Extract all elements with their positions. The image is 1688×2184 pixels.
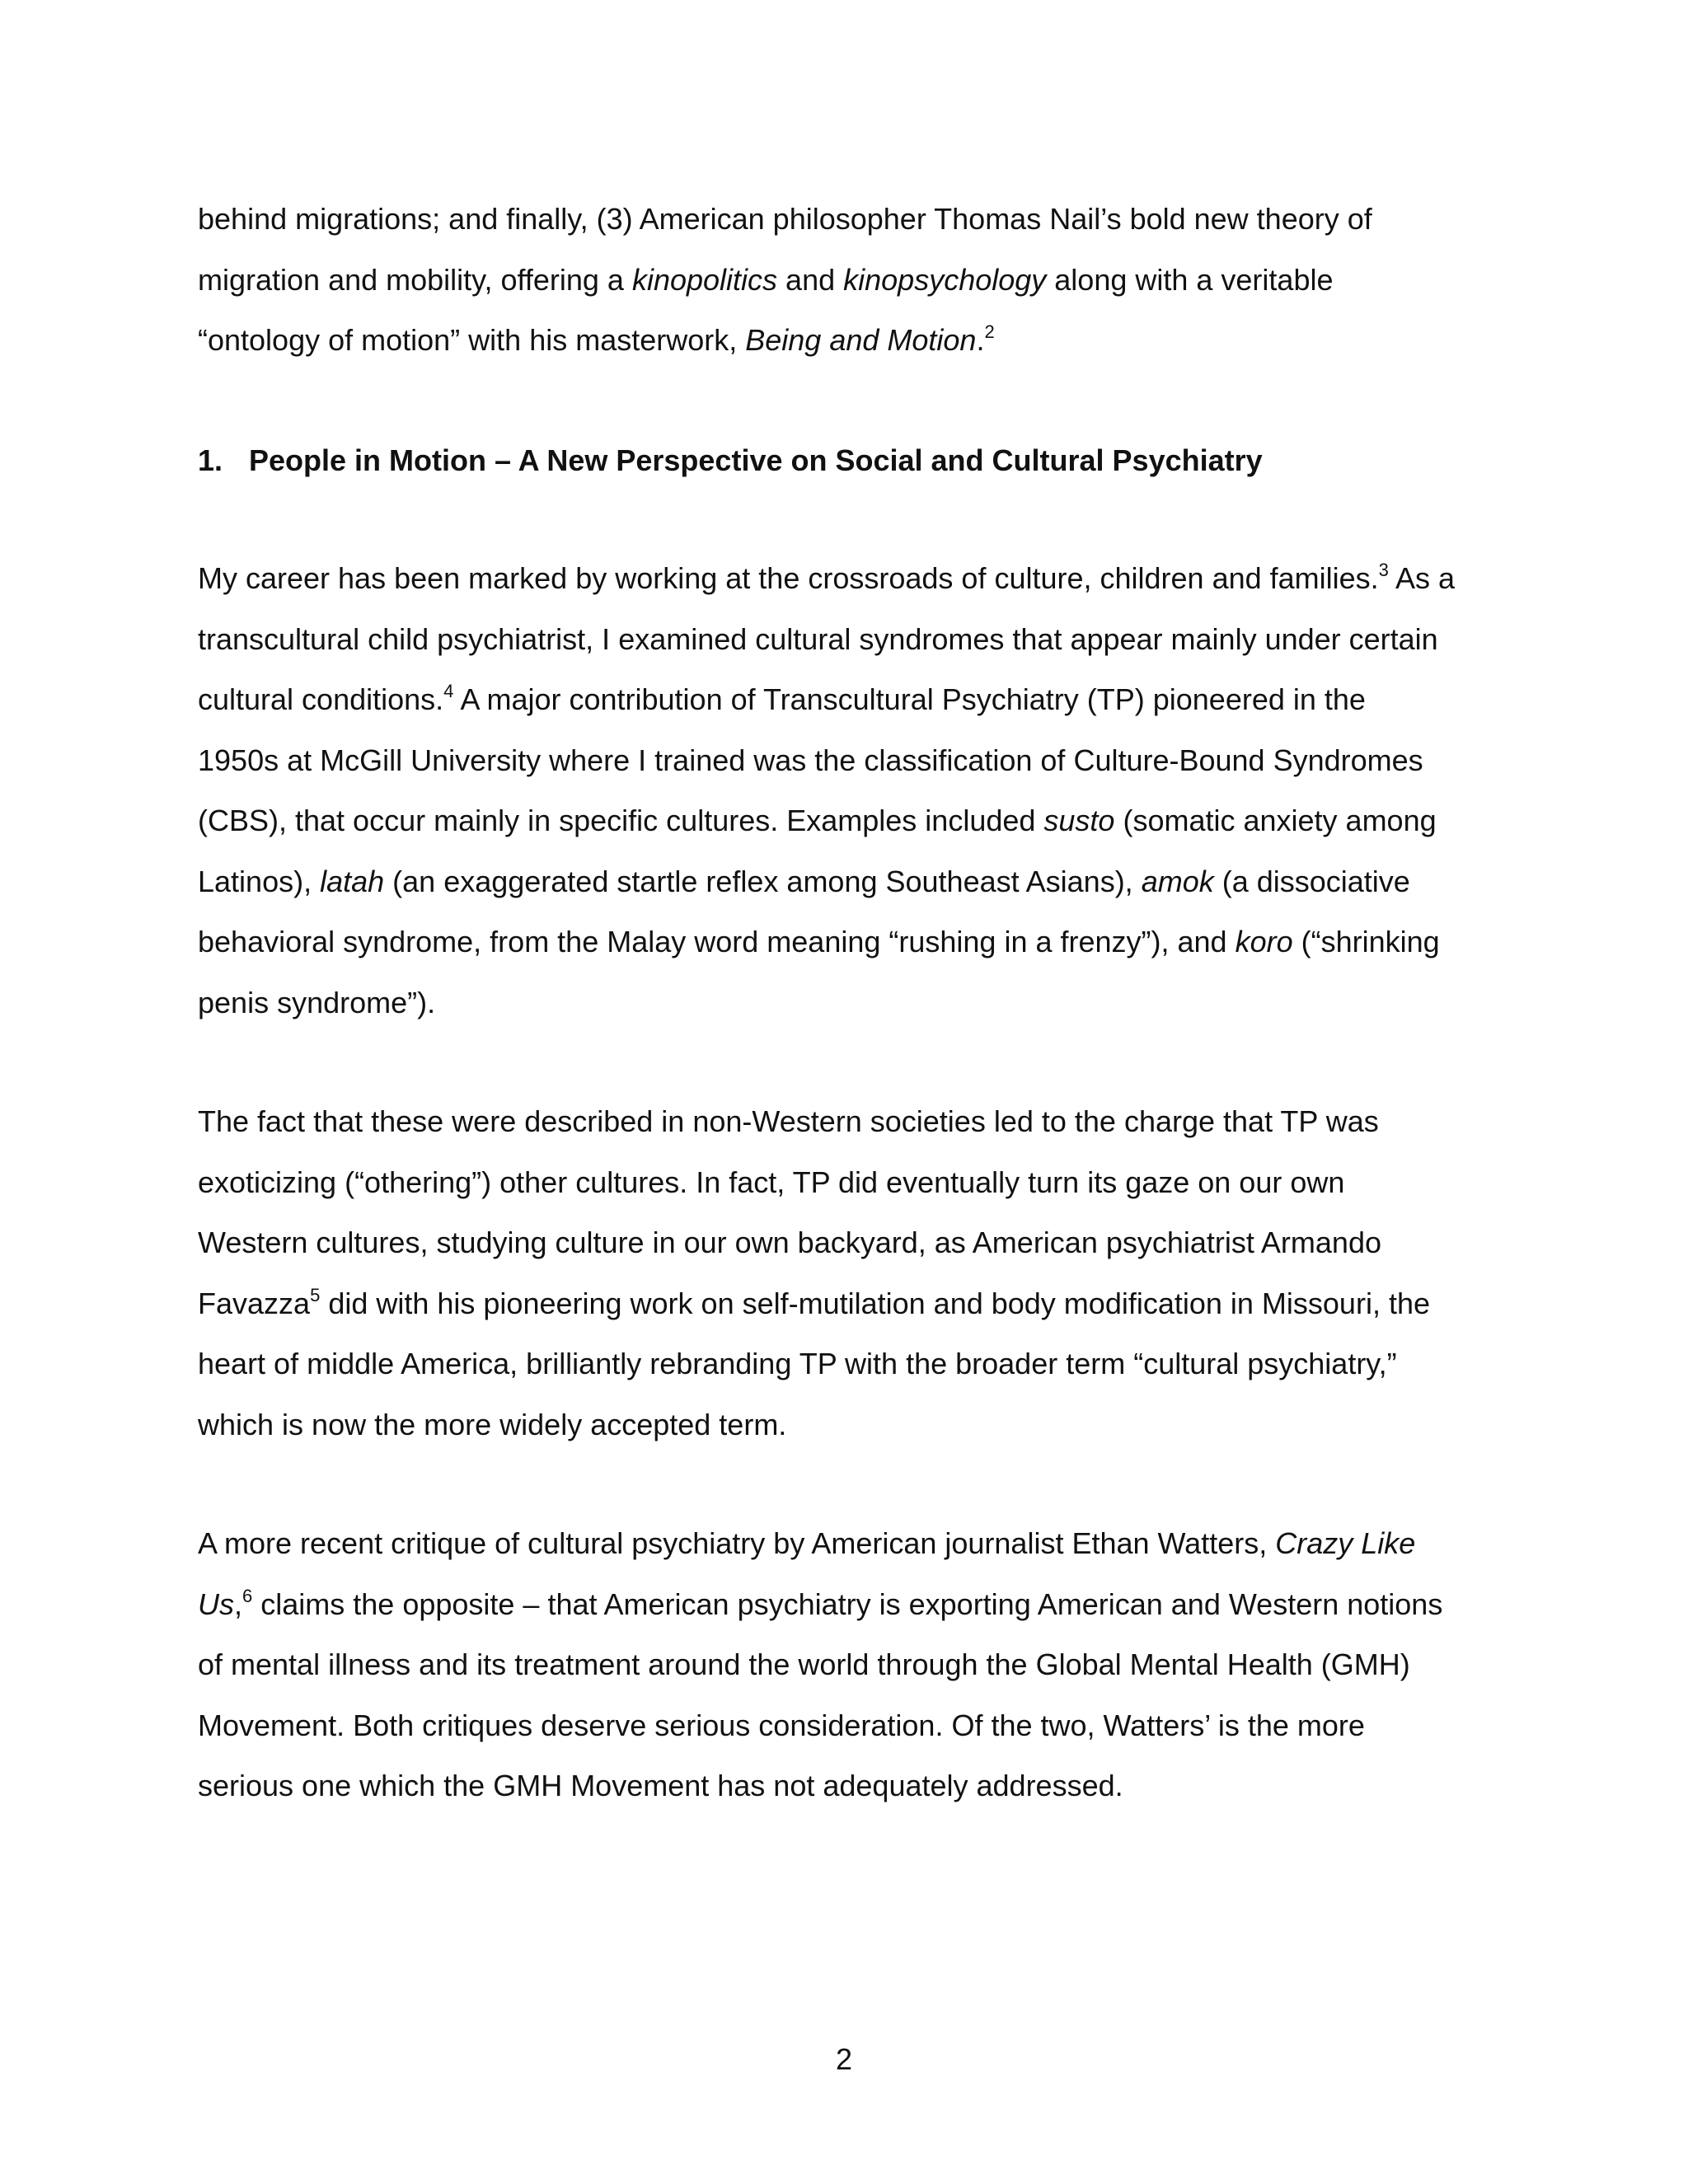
text-run: cultural conditions. [198, 682, 444, 716]
footnote-marker: 3 [1378, 560, 1389, 580]
footnote-marker: 6 [242, 1585, 253, 1606]
text-run: , [234, 1586, 243, 1621]
text-line [198, 1394, 1517, 1455]
text-line [198, 730, 1517, 791]
text-run: As a [1388, 561, 1455, 595]
text-run: Latinos), [198, 864, 321, 898]
text-run: Favazza [198, 1286, 311, 1320]
text-run: penis syndrome”). [198, 985, 436, 1019]
text-run: claims the opposite – that American psychiatry is exporting American and Western notions [252, 1586, 1443, 1621]
text-run: did with his pioneering work on self-mutilation and body modification in Missouri, the [320, 1286, 1430, 1320]
text-run: serious one which the GMH Movement has not adequately addressed. [198, 1769, 1123, 1802]
text-line [198, 609, 1517, 670]
italic-term: susto [1043, 804, 1115, 837]
text-line [198, 972, 1517, 1033]
book-title: Us [198, 1586, 234, 1621]
text-run: heart of middle America, brilliantly rebranding TP with the broader term “cultural psychiatry,” [198, 1347, 1397, 1380]
text-line [198, 1513, 1517, 1574]
paragraph-watters [198, 1513, 1517, 1816]
text-run: My career has been marked by working at the crossroads of culture, children and families. [198, 561, 1379, 595]
text-line [198, 790, 1517, 851]
text-line [198, 1333, 1517, 1394]
italic-term: koro [1235, 925, 1293, 958]
page-number: 2 [835, 2042, 853, 2076]
text-line [198, 1574, 1517, 1635]
text-run: “ontology of motion” with his masterwork, [198, 323, 746, 357]
text-run: 1950s at McGill University where I trained was the classification of Culture-Bound Syndromes [198, 743, 1423, 777]
text-run: of mental illness and its treatment around the world through the Global Mental Health (GMH) [198, 1647, 1410, 1681]
text-line [198, 1152, 1517, 1213]
text-line [198, 1273, 1517, 1334]
text-line [198, 1212, 1517, 1273]
text-run: (a dissociative [1213, 864, 1410, 898]
text-run: (an exaggerated startle reflex among Southeast Asians), [384, 864, 1142, 898]
italic-term: kinopolitics [631, 262, 778, 297]
text-run: Movement. Both critiques deserve serious consideration. Of the two, Watters’ is the more [198, 1708, 1365, 1742]
book-title: Being and Motion [745, 323, 977, 357]
text-run: transcultural child psychiatrist, I examined cultural syndromes that appear mainly under certain [198, 621, 1438, 656]
paragraph-career [198, 548, 1517, 1033]
section-number: 1. [198, 443, 223, 477]
text-run: behavioral syndrome, from the Malay word meaning “rushing in a frenzy”), and [198, 925, 1236, 958]
italic-term: amok [1141, 864, 1214, 898]
section-heading [198, 436, 1263, 485]
text-run: (somatic anxiety among [1114, 804, 1437, 837]
text-line [198, 1634, 1517, 1695]
text-run: . [976, 323, 985, 357]
intro-paragraph [198, 189, 1517, 371]
footnote-marker: 2 [984, 321, 995, 342]
text-run: behind migrations; and finally, (3) American philosopher Thomas Nail’s bold new theory of [198, 202, 1372, 236]
text-run: A major contribution of Transcultural Psychiatry (TP) pioneered in the [453, 682, 1366, 716]
text-run: which is now the more widely accepted term. [198, 1407, 787, 1441]
text-line [198, 912, 1517, 972]
footnote-marker: 4 [443, 681, 454, 701]
text-line [198, 669, 1517, 730]
text-line [198, 310, 1517, 371]
text-line [198, 189, 1517, 250]
text-line [198, 1755, 1517, 1816]
paragraph-critique [198, 1091, 1517, 1455]
text-line [198, 1695, 1517, 1756]
text-run: (CBS), that occur mainly in specific cultures. Examples included [198, 804, 1044, 837]
book-title: Crazy Like [1275, 1526, 1416, 1560]
text-run: A more recent critique of cultural psychiatry by American journalist Ethan Watters, [198, 1526, 1276, 1560]
italic-term: latah [320, 864, 385, 898]
text-run: along with a veritable [1046, 262, 1334, 297]
text-run: Western cultures, studying culture in our own backyard, as American psychiatrist Armando [198, 1226, 1381, 1259]
text-run: exoticizing (“othering”) other cultures. In fact, TP did eventually turn its gaze on our own [198, 1165, 1345, 1199]
text-run: (“shrinking [1292, 925, 1440, 958]
text-run: and [777, 262, 844, 297]
text-run: migration and mobility, offering a [198, 262, 632, 297]
text-run: The fact that these were described in non-Western societies led to the charge that TP was [198, 1104, 1379, 1138]
text-line [198, 1091, 1517, 1152]
italic-term: kinopsychology [843, 262, 1047, 297]
footnote-marker: 5 [310, 1284, 321, 1305]
text-line [198, 851, 1517, 912]
text-line [198, 548, 1517, 609]
text-line [198, 250, 1517, 311]
section-title: People in Motion – A New Perspective on Social and Cultural Psychiatry [249, 443, 1263, 477]
